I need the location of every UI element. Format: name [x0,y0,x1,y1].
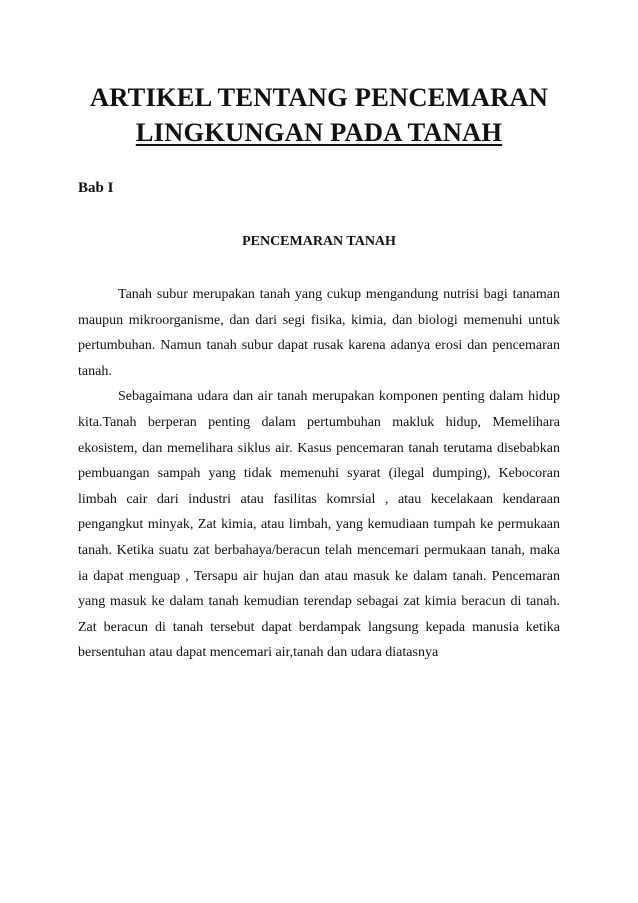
body-text [78,282,560,666]
paragraph: Sebagaimana udara dan air tanah merupakan komponen penting dalam hidup kita.Tanah berperan penting dalam pertumbuhan makluk hidup, Memelihara ekosistem, dan memelihara siklus air. Kasus pencemaran tanah terutama disebabkan pembuangan sampah yang tidak memenuhi syarat (ilegal dumping), Kebocoran limbah cair dari industri atau fasilitas komrsial , atau kecelakaan kendaraan pengangkut minyak, Zat kimia, atau limbah, yang kemudiaan tumpah ke permukaan tanah. Ketika suatu zat berbahaya/beracun telah mencemari permukaan tanah, maka ia dapat menguap , Tersapu air hujan dan atau masuk ke dalam tanah. Pencemaran yang masuk ke dalam tanah kemudian terendap sebagai zat kimia beracun di tanah. Zat beracun di tanah tersebut dapat berdampak langsung kepada manusia ketika bersentuhan atau dapat mencemari air,tanah dan udara diatasnya [78,389,560,661]
document-title-line-2 [0,116,638,148]
section-title [0,233,638,251]
section-title-text: PENCEMARAN TANAH [242,234,396,249]
document-title-line-1: ARTIKEL TENTANG PENCEMARAN [89,82,549,112]
chapter-label: Bab I [78,180,114,196]
paragraph: Tanah subur merupakan tanah yang cukup mengandung nutrisi bagi tanaman maupun mikroorganisme, dan dari segi fisika, kimia, dan biologi memenuhi untuk pertumbuhan. Namun tanah subur dapat rusak karena adanya erosi dan pencemaran tanah. [78,287,560,379]
document-title-line-2-text: LINGKUNGAN PADA TANAH [135,117,503,147]
